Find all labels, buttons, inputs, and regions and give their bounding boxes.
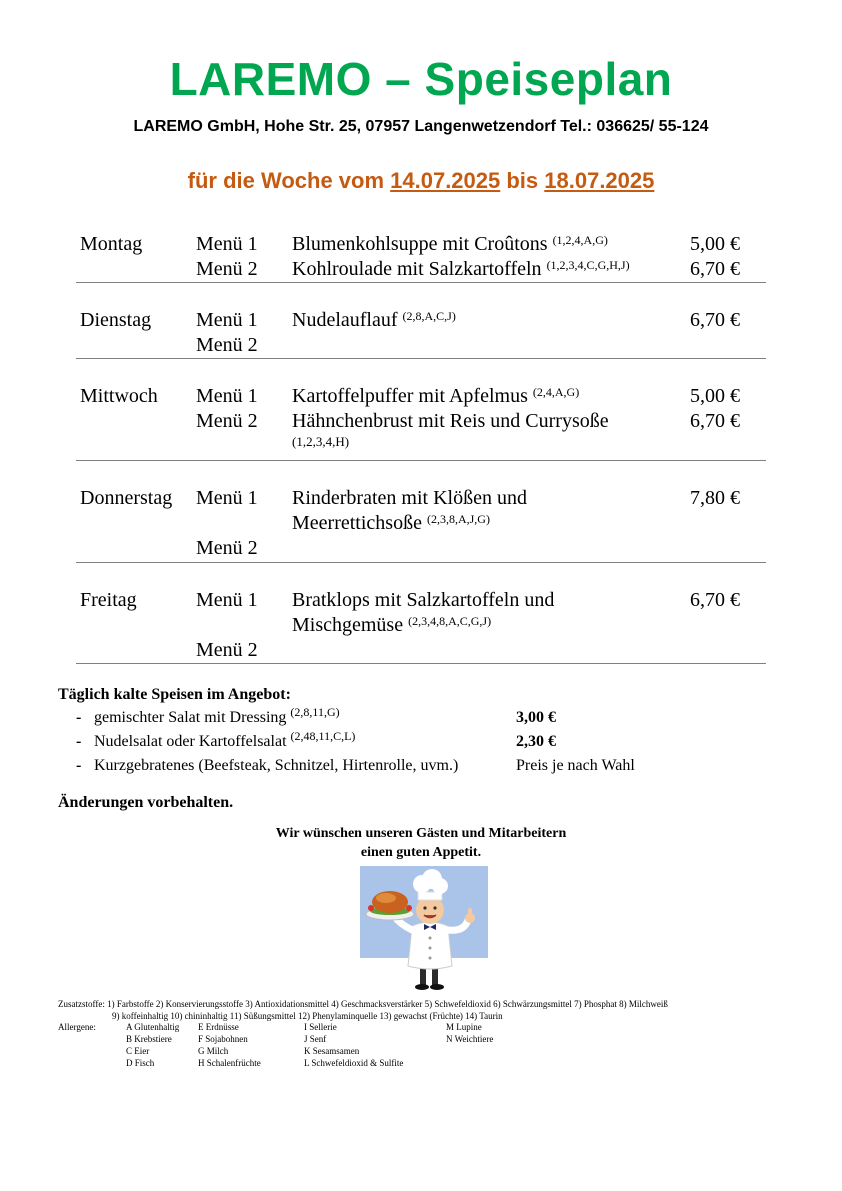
cold-item-price: 3,00 € xyxy=(516,709,556,726)
menu-2-label: Menü 2 xyxy=(196,334,258,356)
cold-item xyxy=(76,729,356,751)
dish-name: Mischgemüse xyxy=(292,614,404,636)
wish-line-1: Wir wünschen unseren Gästen und Mitarbeitern xyxy=(275,826,567,841)
dish-name: Kartoffelpuffer mit Apfelmus xyxy=(292,385,528,407)
dish-name: Kohlroulade mit Salzkartoffeln xyxy=(292,258,542,280)
additives-line-1: Zusatzstoffe: 1) Farbstoffe 2) Konservierungsstoffe 3) Antioxidationsmittel 4) Geschmacksverstärker 5) Schwefeldioxid 6) Schwärzungsmittel 7) Phosphat 8) Milchweiß xyxy=(58,999,668,1009)
chef-illustration xyxy=(360,866,488,992)
cold-item xyxy=(76,757,458,775)
allergen-codes: (1,2,3,4,C,G,H,J) xyxy=(546,258,630,272)
allergen-item: H Schalenfrüchte xyxy=(198,1058,261,1068)
cold-item-name: Kurzgebratenes (Beefsteak, Schnitzel, Hirtenrolle, uvm.) xyxy=(94,757,459,774)
wish-text xyxy=(0,824,842,862)
menu-1-label: Menü 1 xyxy=(196,385,258,407)
week-mid: bis xyxy=(500,168,545,193)
menu-2-label: Menü 2 xyxy=(196,639,258,661)
cold-item-name: gemischter Salat mit Dressing xyxy=(94,709,287,726)
dish-1-line-2 xyxy=(292,511,672,535)
dish-2 xyxy=(292,257,672,281)
allergen-codes: (1,2,3,4,H) xyxy=(292,434,350,449)
allergen-item: I Sellerie xyxy=(304,1022,337,1032)
day-thursday xyxy=(76,460,766,563)
menu-2-label: Menü 2 xyxy=(196,537,258,559)
price-1: 6,70 € xyxy=(690,589,740,611)
company-address: LAREMO GmbH, Hohe Str. 25, 07957 Langenwetzendorf Tel.: 036625/ 55-124 xyxy=(133,118,709,135)
allergen-item: M Lupine xyxy=(446,1022,482,1032)
dish-1 xyxy=(292,308,672,332)
day-friday xyxy=(76,562,766,664)
dish-name: Blumenkohlsuppe mit Croûtons xyxy=(292,233,548,255)
dish-name: Hähnchenbrust mit Reis und Currysoße xyxy=(292,410,609,432)
day-label: Donnerstag xyxy=(80,487,173,509)
dish-1-line-1: Rinderbraten mit Klößen und xyxy=(292,487,527,509)
allergen-item: C Eier xyxy=(126,1046,150,1056)
menu-1-label: Menü 1 xyxy=(196,487,258,509)
allergen-item: A Glutenhaltig xyxy=(126,1022,180,1032)
price-1: 7,80 € xyxy=(690,487,740,509)
dish-1 xyxy=(292,232,672,256)
day-monday xyxy=(76,230,766,283)
additives-line-2: 9) koffeinhaltig 10) chininhaltig 11) Süßungsmittel 12) Phenylaminquelle 13) gewachst (Früchte) 14) Taurin xyxy=(112,1010,503,1021)
week-prefix: für die Woche vom xyxy=(187,168,391,193)
allergen-item: G Milch xyxy=(198,1046,229,1056)
menu-1-label: Menü 1 xyxy=(196,309,258,331)
allergen-item: N Weichtiere xyxy=(446,1034,494,1044)
dish-name: Nudelauflauf xyxy=(292,309,398,331)
dish-2 xyxy=(292,409,672,433)
allergens-label: Allergene: xyxy=(58,1022,96,1032)
menu-1-label: Menü 1 xyxy=(196,233,258,255)
bullet-dash: - xyxy=(76,709,82,726)
allergen-item: E Erdnüsse xyxy=(198,1022,239,1032)
allergen-codes: (2,3,8,A,J,G) xyxy=(426,512,490,526)
day-label: Mittwoch xyxy=(80,385,158,407)
week-end: 18.07.2025 xyxy=(544,168,655,193)
dish-1-line-1: Bratklops mit Salzkartoffeln und xyxy=(292,589,555,611)
allergen-codes: (1,2,4,A,G) xyxy=(552,233,608,247)
allergen-codes: (2,48,11,C,L) xyxy=(290,729,356,743)
price-1: 5,00 € xyxy=(690,233,740,255)
cold-item xyxy=(76,705,340,727)
cold-item-price: 2,30 € xyxy=(516,733,556,750)
day-label: Freitag xyxy=(80,589,137,611)
menu-2-label: Menü 2 xyxy=(196,410,258,432)
menu-1-label: Menü 1 xyxy=(196,589,258,611)
page-title: LAREMO – Speiseplan xyxy=(169,53,673,105)
allergen-item: B Krebstiere xyxy=(126,1034,172,1044)
price-2: 6,70 € xyxy=(690,410,740,432)
price-1: 6,70 € xyxy=(690,309,740,331)
day-label: Dienstag xyxy=(80,309,152,331)
cold-item-price: Preis je nach Wahl xyxy=(516,757,635,774)
day-wednesday xyxy=(76,358,766,461)
day-label: Montag xyxy=(80,233,143,255)
dish-name: Meerrettichsoße xyxy=(292,512,422,534)
bullet-dash: - xyxy=(76,733,82,750)
allergen-codes: (2,3,4,8,A,C,G,J) xyxy=(408,614,492,628)
cold-item-name: Nudelsalat oder Kartoffelsalat xyxy=(94,733,287,750)
menu-2-label: Menü 2 xyxy=(196,258,258,280)
legend xyxy=(58,999,778,1022)
price-1: 5,00 € xyxy=(690,385,740,407)
allergen-item: D Fisch xyxy=(126,1058,155,1068)
wish-line-2: einen guten Appetit. xyxy=(360,845,482,860)
dish-1 xyxy=(292,384,672,408)
dish-1-line-2 xyxy=(292,613,672,637)
allergen-codes: (2,8,A,C,J) xyxy=(402,309,456,323)
allergen-codes: (2,8,11,G) xyxy=(290,705,340,719)
allergen-item: J Senf xyxy=(304,1034,327,1044)
week-start: 14.07.2025 xyxy=(390,168,501,193)
notice: Änderungen vorbehalten. xyxy=(58,794,234,811)
allergen-item: L Schwefeldioxid & Sulfite xyxy=(304,1058,404,1068)
cold-dishes-heading: Täglich kalte Speisen im Angebot: xyxy=(58,686,291,703)
allergen-item: F Sojabohnen xyxy=(198,1034,248,1044)
bullet-dash: - xyxy=(76,757,82,774)
allergen-item: K Sesamsamen xyxy=(304,1046,360,1056)
allergen-codes: (2,4,A,G) xyxy=(532,385,580,399)
day-tuesday xyxy=(76,282,766,359)
week-range xyxy=(0,168,842,194)
price-2: 6,70 € xyxy=(690,258,740,280)
